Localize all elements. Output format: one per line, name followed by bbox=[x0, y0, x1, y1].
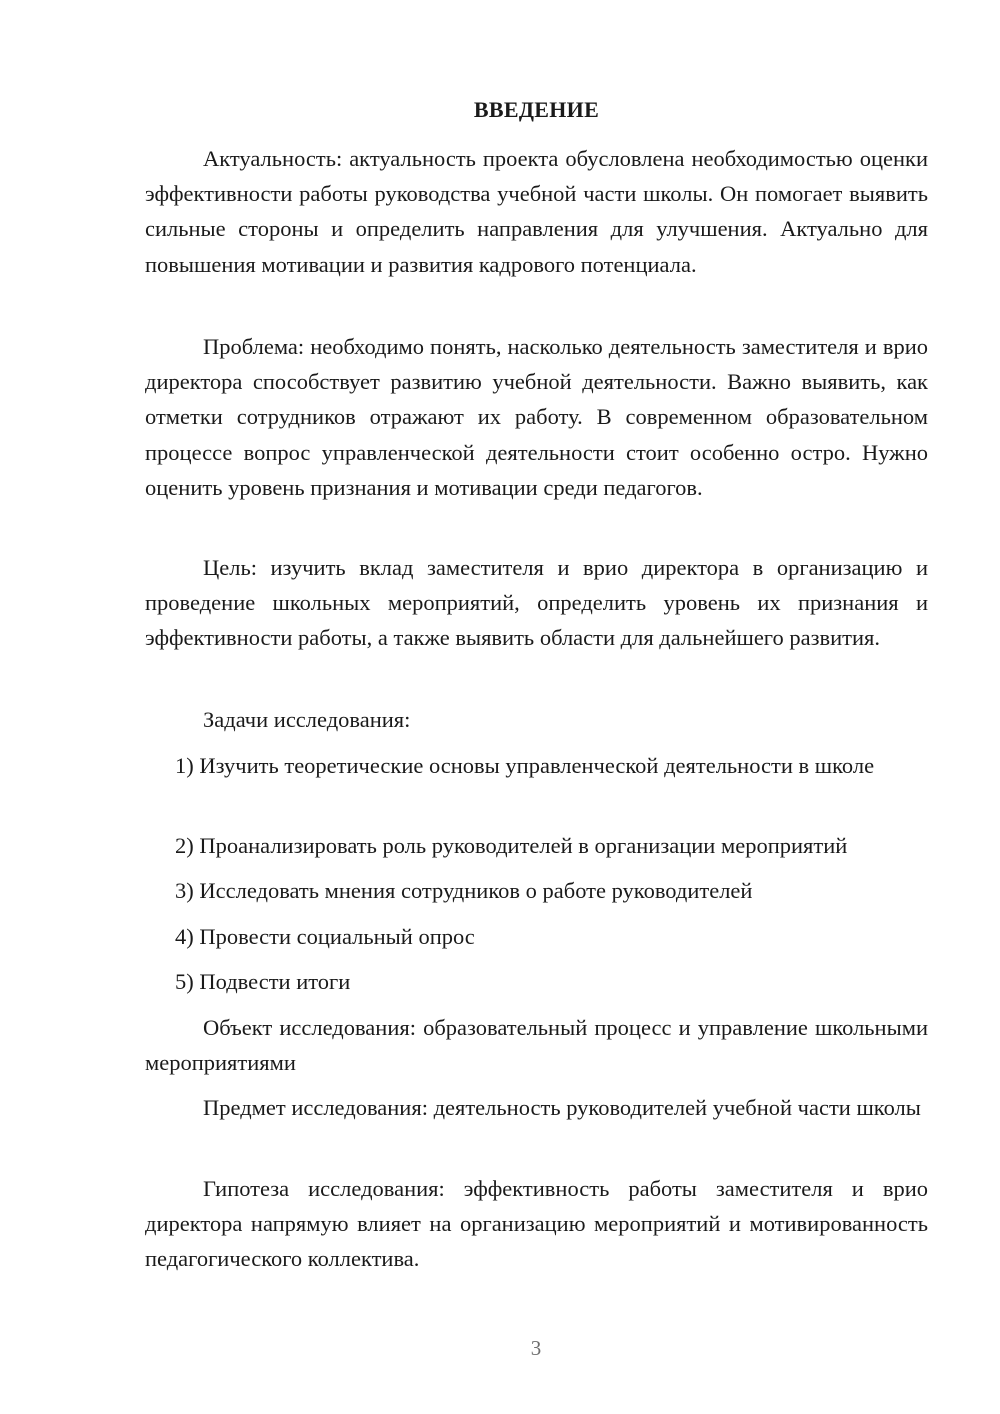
tasks-heading: Задачи исследования: bbox=[203, 707, 411, 732]
hypothesis-paragraph: Гипотеза исследования: эффективность работы заместителя и врио директора напрямую влияет на организацию мероприятий и мотивированность педагогического коллектива. bbox=[145, 1176, 928, 1272]
task-item-5: 5) Подвести итоги bbox=[175, 969, 351, 994]
task-item-3: 3) Исследовать мнения сотрудников о работе руководителей bbox=[175, 878, 753, 903]
object-paragraph: Объект исследования: образовательный процесс и управление школьными мероприятиями bbox=[145, 1015, 928, 1076]
page-number: 3 bbox=[530, 1336, 542, 1360]
relevance-paragraph: Актуальность: актуальность проекта обусловлена необходимостью оценки эффективности работы руководства учебной части школы. Он помогает выявить сильные стороны и определить направления для улучшения. Актуально для повышения мотивации и развития кадрового потенциала. bbox=[145, 146, 928, 277]
task-item-1: 1) Изучить теоретические основы управленческой деятельности в школе bbox=[175, 753, 875, 778]
subject-paragraph: Предмет исследования: деятельность руководителей учебной части школы bbox=[203, 1095, 921, 1120]
page-title: ВВЕДЕНИЕ bbox=[473, 97, 600, 122]
goal-paragraph: Цель: изучить вклад заместителя и врио директора в организацию и проведение школьных мероприятий, определить уровень их признания и эффективности работы, а также выявить области для дальнейшего развития. bbox=[145, 555, 928, 651]
task-item-2: 2) Проанализировать роль руководителей в организации мероприятий bbox=[175, 833, 848, 858]
problem-paragraph: Проблема: необходимо понять, насколько деятельность заместителя и врио директора способствует развитию учебной деятельности. Важно выявить, как отметки сотрудников отражают их работу. В современном образовательном процессе вопрос управленческой деятельности стоит особенно остро. Нужно оценить уровень признания и мотивации среди педагогов. bbox=[145, 334, 928, 500]
task-item-4: 4) Провести социальный опрос bbox=[175, 924, 475, 949]
